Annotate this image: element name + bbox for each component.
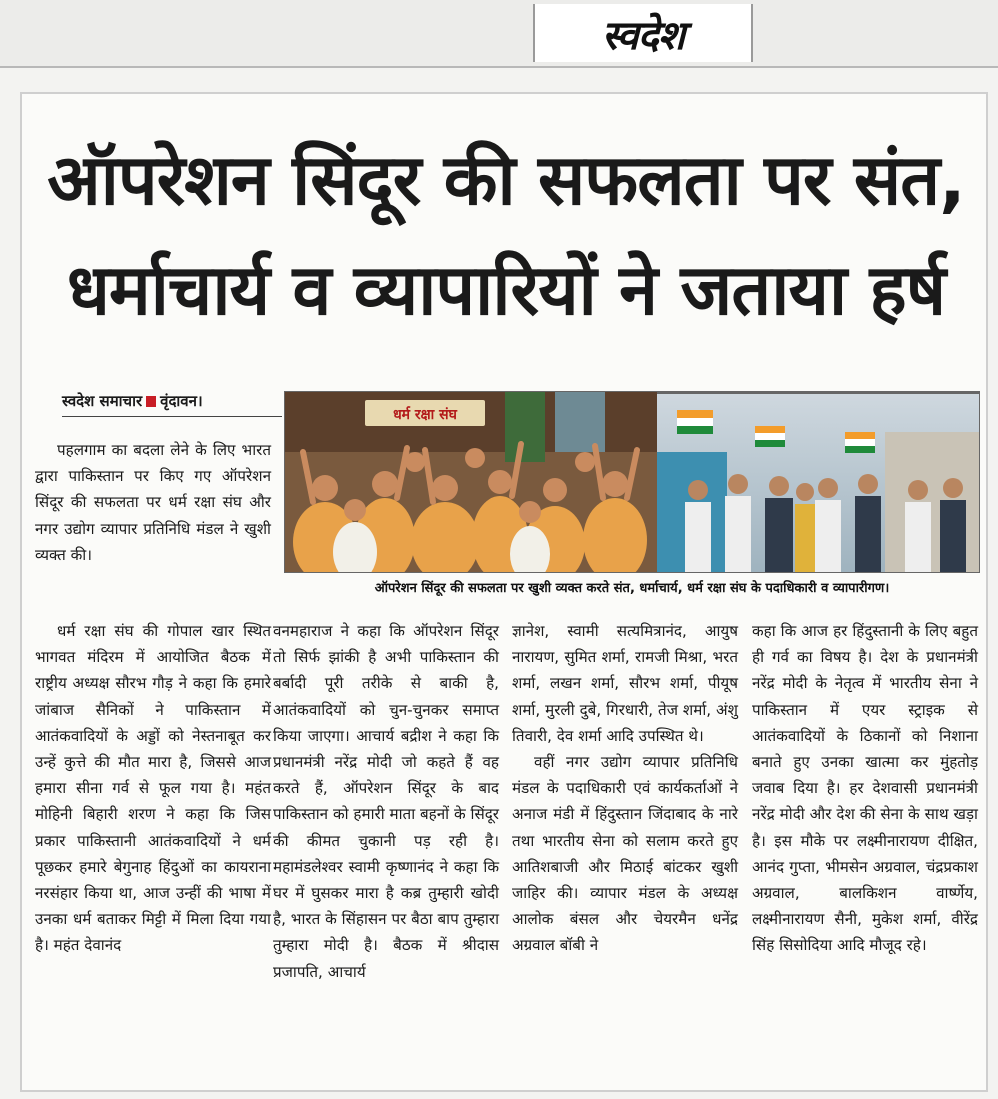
paragraph: वहीं नगर उद्योग व्यापार प्रतिनिधि मंडल के पदाधिकारी एवं कार्यकर्ताओं ने अनाज मंडी में हिंदुस्तान जिंदाबाद के नारे तथा भारतीय सेना को सलाम करते हुए आतिशबाजी और मिठाई बांटकर खुशी जाहिर की। व्यापार मंडल के अध्यक्ष आलोक बंसल और चेयरमैन धनेंद्र अग्रवाल बॉबी ने xyxy=(512,753,738,955)
paragraph: वनमहाराज ने कहा कि ऑपरेशन सिंदूर तो सिर्फ झांकी है अभी पाकिस्तान की बर्बादी पूरी तरीके से बाकी है, आतंकवादियों को चुन-चुनकर समाप्त किया जाएगा। आचार्य बद्रीश ने कहा कि प्रधानमंत्री नरेंद्र मोदी जो कहते हैं वह करते हैं, ऑपरेशन सिंदूर के बाद पाकिस्तान को हमारी माता बहनों के सिंदूर की कीमत चुकानी पड़ रही है। महामंडलेश्वर स्वामी कृष्णानंद ने कहा कि घर में घुसकर मारा है कब्र तुम्हारी खोदी है, भारत के सिंहासन पर बैठा बाप तुम्हारा तुम्हारा मोदी है। बैठक में श्रीदास प्रजापति, आचार्य xyxy=(273,622,499,981)
banner-text: धर्म रक्षा संघ xyxy=(393,407,457,423)
column-2 xyxy=(273,618,499,985)
red-square-icon xyxy=(146,396,156,407)
photo-caption: ऑपरेशन सिंदूर की सफलता पर खुशी व्यक्त करते संत, धर्माचार्य, धर्म रक्षा संघ के पदाधिकारी व व्यापारीगण। xyxy=(374,581,890,596)
paragraph: धर्म रक्षा संघ की गोपाल खार स्थित भागवत मंदिरम में आयोजित बैठक में राष्ट्रीय अध्यक्ष सौरभ गौड़ ने कहा कि हमारे जांबाज सैनिकों ने पाकिस्तान में आतंकवादियों के अड्डों को नेस्तनाबूत कर उन्हें कुत्ते की मौत मारा है, जिससे आज हमारा सीना गर्व से फूल गया है। महंत मोहिनी बिहारी शरण ने कहा कि जिस प्रकार पाकिस्तानी आतंकवादियों ने धर्म पूछकर हमारे बेगुनाह हिंदुओं का कायराना नरसंहार किया था, आज उन्हीं की भाषा में उनका धर्म बताकर मिट्टी में मिला दिया गया है। महंत देवानंद xyxy=(35,622,271,955)
byline-place: वृंदावन। xyxy=(160,392,203,410)
headline-line-2: धर्माचार्य व व्यापारियों ने जताया हर्ष xyxy=(66,249,946,331)
column-4 xyxy=(752,618,978,959)
byline xyxy=(62,391,282,417)
news-photo xyxy=(284,391,980,573)
intro-paragraph: पहलगाम का बदला लेने के लिए भारत द्वारा पाकिस्तान पर किए गए ऑपरेशन सिंदूर की सफलता पर धर्म रक्षा संघ और नगर उद्योग व्यापार प्रतिनिधि मंडल ने खुशी व्यक्त की। xyxy=(35,441,271,564)
column-1-intro xyxy=(35,437,271,568)
photo-illustration xyxy=(285,392,979,572)
logo-text: स्वदेश xyxy=(601,12,685,59)
headline-line-1: ऑपरेशन सिंदूर की सफलता पर संत, xyxy=(47,139,965,221)
paragraph: ज्ञानेश, स्वामी सत्यमित्रानंद, आयुष नारायण, सुमित शर्मा, रामजी मिश्रा, भरत शर्मा, लखन शर्मा, सौरभ शर्मा, पीयूष शर्मा, मुरली दुबे, गिरधारी, तेज शर्मा, अंशु तिवारी, देव शर्मा आदि उपस्थित थे। xyxy=(512,622,738,745)
news-article xyxy=(20,92,988,1092)
paragraph: कहा कि आज हर हिंदुस्तानी के लिए बहुत ही गर्व का विषय है। देश के प्रधानमंत्री नरेंद्र मोदी के नेतृत्व में भारतीय सेना ने पाकिस्तान में एयर स्ट्राइक से आतंकवादियों के ठिकानों को निशाना बनाते हुए उनका खात्मा कर मुंहतोड़ जवाब दिया है। हर देशवासी प्रधानमंत्री नरेंद्र मोदी और देश की सेना के साथ खड़ा है। इस मौके पर लक्ष्मीनारायण दीक्षित, आनंद गुप्ता, भीमसेन अग्रवाल, चंद्रप्रकाश अग्रवाल, बालकिशन वार्ष्णेय, लक्ष्मीनारायण सैनी, मुकेश शर्मा, वीरेंद्र सिंह सिसोदिया आदि मौजूद रहे। xyxy=(752,622,978,955)
byline-source: स्वदेश समाचार xyxy=(62,392,143,410)
newspaper-logo xyxy=(533,4,753,62)
column-1 xyxy=(35,618,271,959)
masthead xyxy=(0,0,998,68)
column-3 xyxy=(512,618,738,959)
